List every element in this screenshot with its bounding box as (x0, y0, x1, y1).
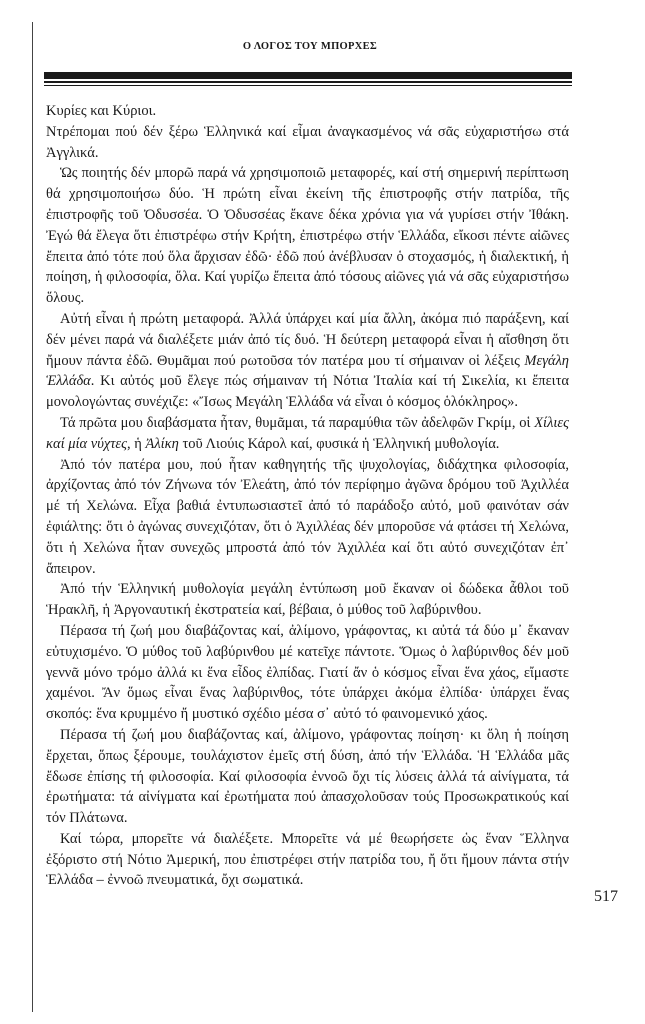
running-header: Ο ΛΟΓΟΣ ΤΟΥ ΜΠΟΡΧΕΣ (242, 41, 378, 52)
left-margin-rule (32, 22, 33, 1012)
page-number: 517 (594, 888, 618, 905)
paragraph-closing: Καί τώρα, μπορεῖτε νά διαλέξετε. Μπορεῖτε νά μέ θεωρήσετε ὡς ἕναν Ἕλληνα ἐξόριστο στή Νότιο Ἀμερική, που ἐπιστρέφει στήν πατρίδα του, ἤ ὅτι ἤμουν πάντα στήν Ἑλλάδα – ἐννοῶ πνευματικά, ὄχι σωματικά. (46, 830, 569, 889)
header-rule-thick (44, 72, 572, 79)
paragraph-first-readings (46, 413, 569, 455)
italic-title: Ἀλίκη (145, 435, 179, 452)
speech-text (46, 101, 569, 891)
paragraph-second-metaphor (46, 309, 569, 413)
paragraph-metaphors: Ὡς ποιητής δέν μπορῶ παρά νά χρησιμοποιῶ μεταφορές, καί στή σημερινή περίπτωση θά χρησιμοποιήσω δύο. Ἡ πρώτη εἶναι ἐκείνη τῆς ἐπιστροφῆς στήν πατρίδα, τῆς ἐπιστροφῆς τοῦ Ὀδυσσέα. Ὁ Ὀδυσσέας ἔκανε δέκα χρόνια για νά γυρίσει στήν Ἰθάκη. Ἐγώ θά ἔλεγα ὅτι ἐπιστρέφω στήν Κρήτη, ἐπιστρέφω στήν Ἑλλάδα, εἴκοσι πέντε αἰῶνες ἔπειτα ἀπό τότε πού ὅλα ἄρχισαν ἐδῶ· ἐδῶ πού ἀνέβλυσαν ὁ στοχασμός, ἡ διαλεκτική, ἡ ποίηση, ἡ φιλοσοφία, ὅλα. Καί γυρίζω ἔπειτα ἀπό τόσους αἰῶνες γιά νά σᾶς εὐχαριστήσω ὅλους. (46, 165, 569, 307)
text-run: τοῦ Λιούις Κάρολ καί, φυσικά ἡ Ἑλληνική μυθολογία. (178, 435, 500, 452)
text-run: Τά πρῶτα μου διαβάσματα ἦταν, θυμᾶμαι, τά παραμύθια τῶν ἀδελφῶν Γκρίμ, οἱ (60, 414, 535, 431)
paragraph-apology: Ντρέπομαι πού δέν ξέρω Ἑλληνικά καί εἶμαι ἀναγκασμένος νά σᾶς εὐχαριστήσω στά Ἀγγλικά. (46, 123, 569, 161)
header-rule-hairline (44, 85, 572, 86)
text-run: Αὐτή εἶναι ἡ πρώτη μεταφορά. Ἀλλά ὑπάρχει καί μία ἄλλη, ἀκόμα πιό παράξενη, καί δέν μένει παρά νά διαλέξετε μιάν ἀπό τίς δυό. Ἡ δεύτερη μεταφορά εἶναι ἡ αἴσθηση ὅτι ἤμουν πάντα ἐδῶ. Θυμᾶμαι πού ρωτοῦσα τόν πατέρα μου τί σήμαιναν οἱ λέξεις (46, 310, 569, 369)
paragraph-labyrinth: Πέρασα τή ζωή μου διαβάζοντας καί, ἀλίμονο, γράφοντας, κι αὐτά τά δύο μ᾽ ἔκαναν εὐτυχισμένο. Ὁ μύθος τοῦ λαβύρινθου μέ κατεῖχε πάντοτε. Ὅμως ὁ λαβύρινθος δέν μοῦ γεννᾶ μόνο τρόμο ἀλλά κι ἕνα εἶδος ἐλπίδας. Γιατί ἄν ὁ κόσμος εἶναι ἕνα χάος, εἴμαστε χαμένοι. Ἄν ὅμως εἶναι ἕνας λαβύρινθος, τότε ὑπάρχει ἀκόμα ἐλπίδα· ὑπάρχει ἕνας σκοπός: ἕνα κρυμμένο ἤ μυστικό σχέδιο μέσα σ᾽ αὐτό τό φαινομενικό χάος. (46, 622, 569, 723)
italic-term: Μεγάλη Ἑλλάδα (46, 352, 569, 390)
paragraph-poetry: Πέρασα τή ζωή μου διαβάζοντας καί, ἀλίμονο, γράφοντας ποίηση· κι ὅλη ἡ ποίηση ἔρχεται, ὅπως ξέρουμε, τουλάχιστον ἐμεῖς στή δύση, ἀπό τήν Ἑλλάδα. Ἡ Ἑλλάδα μᾶς ἔδωσε ἐπίσης τή φιλοσοφία. Καί φιλοσοφία ἐννοῶ ὄχι τίς λύσεις ἀλλά τά αἰνίγματα, τά ἐρωτήματα: τά αἰνίγματα καί ἐρωτήματα πού ἀπασχολοῦσαν τούς Προσωκρατικούς καί τόν Πλάτωνα. (46, 726, 569, 827)
paragraph-salutation: Κυρίες και Κύριοι. (46, 103, 157, 119)
paragraph-zeno: Ἀπό τόν πατέρα μου, πού ἦταν καθηγητής τῆς ψυχολογίας, διδάχτηκα φιλοσοφία, ἀρχίζοντας ἀπό τόν Ζήνωνα τόν Ἐλεάτη, ἀπό τόν περίφημο ἀγῶνα δρόμου τοῦ Ἀχιλλέα μέ τή Χελώνα. Εἶχα βαθιά ἐντυπωσιαστεῖ ἀπό τό παράδοξο αὐτό, μοῦ φαινόταν σάν ἐφιάλτης: ὅτι ὁ ἀγώνας συνεχιζόταν, ὅτι ὁ Ἀχιλλέας δέν μποροῦσε νά φτάσει τή Χελώνα, ὅτι ἡ Χελώνα ἦταν συνεχῶς μπροστά ἀπό τόν Ἀχιλλέα καί ὅτι αὐτό συνεχιζόταν ἐπ᾽ ἄπειρον. (46, 456, 569, 577)
italic-title: Χίλιες καί μία νύχτες (46, 414, 569, 452)
paragraph-mythology: Ἀπό τήν Ἑλληνική μυθολογία μεγάλη ἐντύπωση μοῦ ἔκαναν οἱ δώδεκα ἆθλοι τοῦ Ἡρακλῆ, ἡ Ἀργοναυτική ἐκστρατεία καί, βέβαια, ὁ μύθος τοῦ λαβύρινθου. (46, 581, 569, 619)
header-rule-thin (44, 81, 572, 83)
text-run: . Κι αὐτός μοῦ ἔλεγε πώς σήμαιναν τή Νότια Ἰταλία καί τή Σικελία, κι ἔπειτα μονολογώντας συνέχιζε: «Ἴσως Μεγάλη Ἑλλάδα νά εἶναι ὁ κόσμος ὁλόκληρος». (46, 373, 569, 411)
text-run: , ἡ (127, 435, 146, 452)
